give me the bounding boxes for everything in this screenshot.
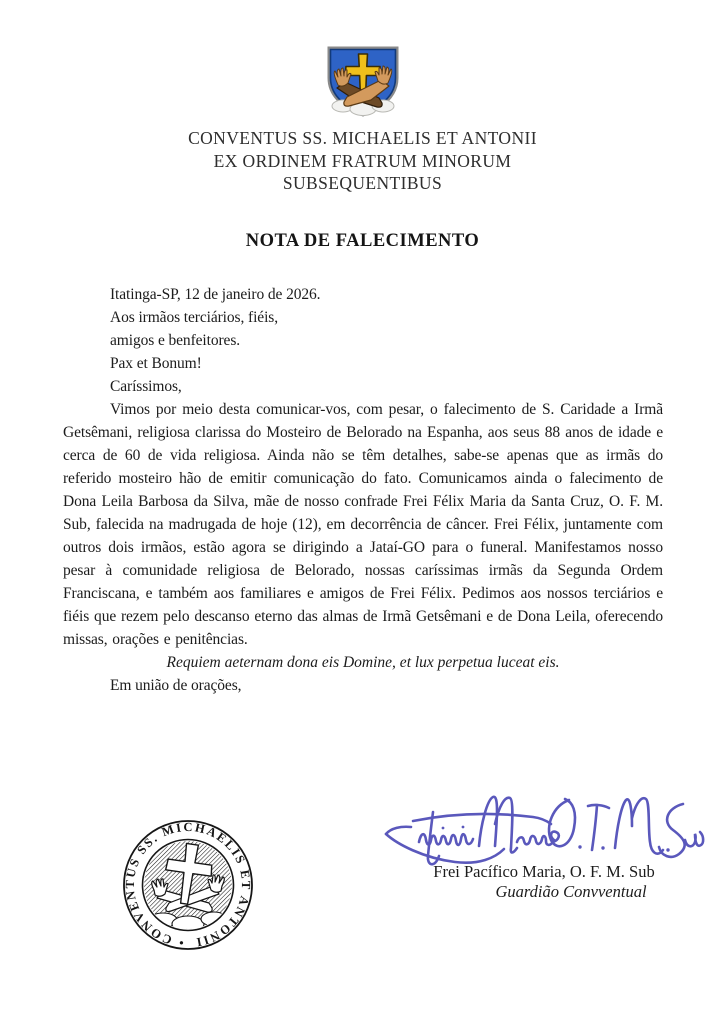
org-line-1: CONVENTUS SS. MICHAELIS ET ANTONII [188,128,537,148]
body-paragraph: Vimos por meio desta comunicar-vos, com pesar, o falecimento de S. Caridade a Irmã Getsêmani, religiosa clarissa do Mosteiro de Belorado na Espanha, aos seus 88 anos de idade e cerca de 60 de vida religiosa. Ainda não se têm detalhes, sabe-se apenas que as irmãs do referido mosteiro hão de emitir comunicação do fato. Comunicamos ainda o falecimento de Dona Leila Barbosa da Silva, mãe de nosso confrade Frei Félix Maria da Santa Cruz, O. F. M. Sub, falecida na madrugada de hoje (12), em decorrência de câncer. Frei Félix, juntamente com outros dois irmãos, estão agora se dirigindo a Jataí-GO para o funeral. Manifestamos nosso pesar à comunidade religiosa de Belorado, nossas caríssimas irmãs da Segunda Ordem Franciscana, e também aos familiares e amigos de Frei Félix. Pedimos aos nossos terciários e fiéis que rezem pelo descanso eterno das almas de Irmã Getsêmani e de Dona Leila, oferecendo missas, orações e penitências. [63,401,663,648]
coat-of-arms-icon [325,44,401,118]
letterhead [0,127,725,195]
recipients [63,306,663,352]
latin-quote: Requiem aeternam dona eis Domine, et lux perpetua luceat eis. [166,654,560,671]
document-title: NOTA DE FALECIMENTO [245,231,480,251]
letter-body [63,283,663,697]
org-line-2: EX ORDINEM FRATRUM MINORUM [213,150,512,171]
convent-seal-icon [121,816,255,954]
recipients-line-1: Aos irmãos terciários, fiéis, [110,309,278,326]
signer-role: Guardião Convventual [495,882,647,901]
recipients-line-2: amigos e benfeitores. [110,332,241,349]
greeting: Pax et Bonum! [110,355,202,372]
dateline: Itatinga-SP, 12 de janeiro de 2026. [110,286,321,303]
closing-line: Em união de orações, [110,677,242,694]
signature-block [383,784,705,902]
signer-name: Frei Pacífico Maria, O. F. M. Sub [433,862,655,881]
salutation: Caríssimos, [110,378,182,395]
org-line-3: SUBSEQUENTIBUS [282,173,443,193]
seal-ring-text: • CONVENTUS SS. MICHAELIS ET ANTONII [122,819,254,950]
